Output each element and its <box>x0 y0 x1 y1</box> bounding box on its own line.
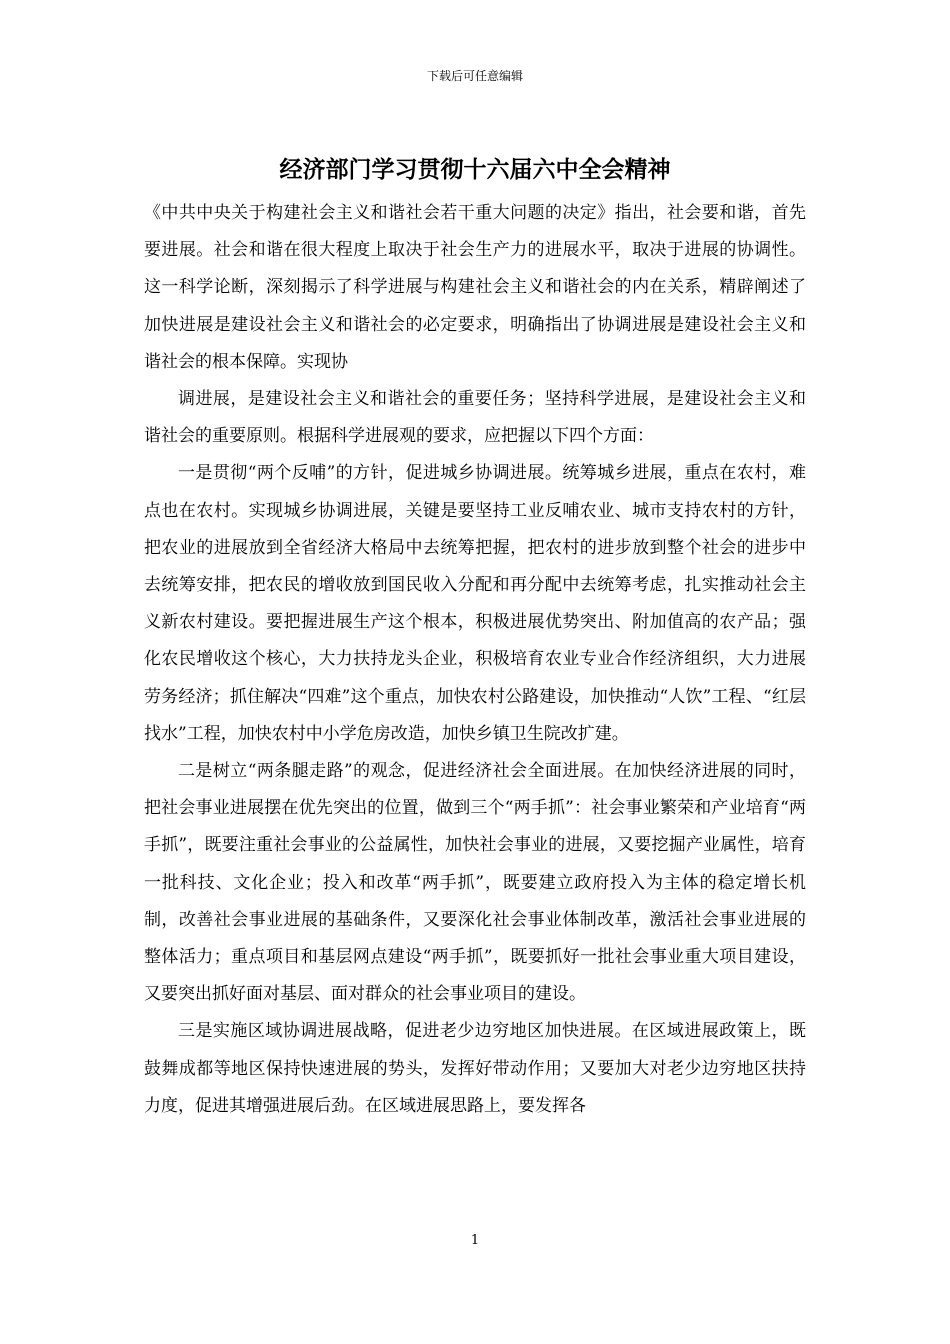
page-number: 1 <box>470 1233 480 1248</box>
paragraph-intro: 《中共中央关于构建社会主义和谐社会若干重大问题的决定》指出，社会要和谐，首先要进展。社会和谐在很大程度上取决于社会生产力的进展水平，取决于进展的协调性。这一科学论断，深刻揭示了科学进展与构建社会主义和谐社会的内在关系，精辟阐述了加快进展是建设社会主义和谐社会的必定要求，明确指出了协调进展是建设社会主义和谐社会的根本保障。实现协 <box>144 203 806 372</box>
paragraph-principles: 调进展，是建设社会主义和谐社会的重要任务；坚持科学进展，是建设社会主义和谐社会的重要原则。根据科学进展观的要求，应把握以下四个方面： <box>144 389 806 447</box>
paragraph-point-three: 三是实施区域协调进展战略，促进老少边穷地区加快进展。在区域进展政策上，既鼓舞成都等地区保持快速进展的势头，发挥好带动作用；又要加大对老少边穷地区扶持力度，促进其增强进展后劲。在区域进展思路上，要发挥各 <box>144 1021 806 1116</box>
paragraph-point-two: 二是树立“两条腿走路”的观念，促进经济社会全面进展。在加快经济进展的同时，把社会事业进展摆在优先突出的位置，做到三个“两手抓”：社会事业繁荣和产业培育“两手抓”，既要注重社会事业的公益属性，加快社会事业的进展，又要挖掘产业属性，培育一批科技、文化企业；投入和改革“两手抓”，既要建立政府投入为主体的稳定增长机制，改善社会事业进展的基础条件，又要深化社会事业体制改革，激活社会事业进展的整体活力；重点项目和基层网点建设“两手抓”，既要抓好一批社会事业重大项目建设，又要突出抓好面对基层、面对群众的社会事业项目的建设。 <box>144 761 806 1005</box>
document-body <box>144 195 806 1125</box>
header-note: 下载后可任意编辑 <box>426 69 523 83</box>
paragraph-point-one: 一是贯彻“两个反哺”的方针，促进城乡协调进展。统筹城乡进展，重点在农村，难点也在农村。实现城乡协调进展，关键是要坚持工业反哺农业、城市支持农村的方针，把农业的进展放到全省经济大格局中去统筹把握，把农村的进步放到整个社会的进步中去统筹安排，把农民的增收放到国民收入分配和再分配中去统筹考虑，扎实推动社会主义新农村建设。要把握进展生产这个根本，积极进展优势突出、附加值高的农产品；强化农民增收这个核心，大力扶持龙头企业，积极培育农业专业合作经济组织，大力进展劳务经济；抓住解决“四难”这个重点，加快农村公路建设，加快推动“人饮”工程、“红层找水”工程，加快农村中小学危房改造，加快乡镇卫生院改扩建。 <box>144 463 806 744</box>
document-title: 经济部门学习贯彻十六届六中全会精神 <box>279 156 671 183</box>
